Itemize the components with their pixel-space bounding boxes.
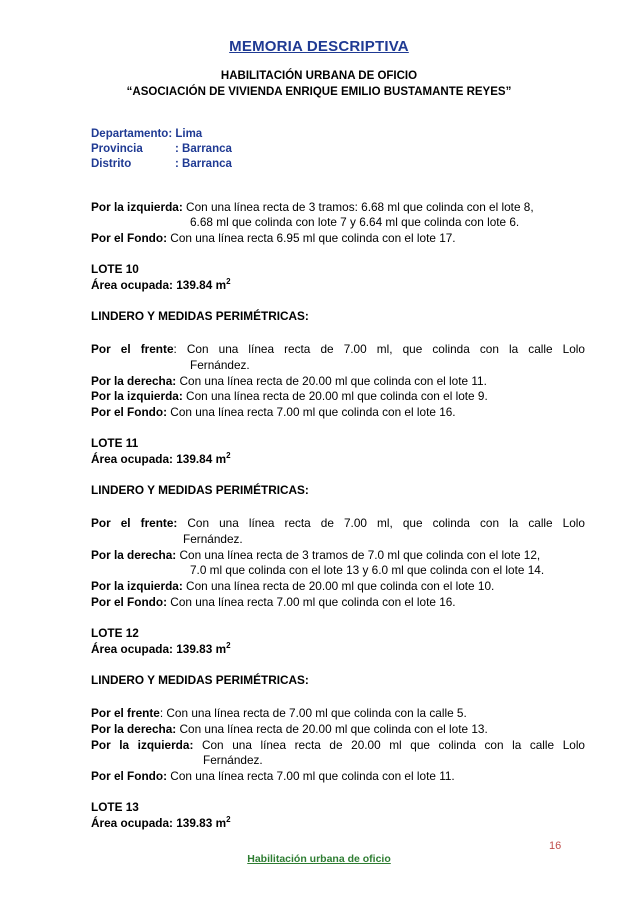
lote12-fondo-line <box>91 768 585 784</box>
lote12-area <box>91 641 231 656</box>
dist-label: Distrito <box>91 158 132 170</box>
location-provincia <box>91 143 232 155</box>
top-izq-label: Por la izquierda: <box>91 200 183 214</box>
lote10-derecha-line <box>91 373 585 389</box>
lote10-fondo-label: Por el Fondo: <box>91 405 168 419</box>
lote11-izq-text: Con una línea recta de 20.00 ml que colinda con el lote 10. <box>182 579 495 593</box>
top-fondo-label: Por el Fondo: <box>91 231 168 245</box>
lote10-der-label: Por la derecha: <box>91 374 177 388</box>
lote11-area <box>91 451 231 466</box>
lote11-frente-line <box>91 515 585 531</box>
lote12-title: LOTE 12 <box>91 626 139 640</box>
dep-value: : Lima <box>168 128 203 140</box>
lote11-derecha-cont: 7.0 ml que colinda con el lote 13 y 6.0 ml que colinda con el lote 14. <box>190 563 545 577</box>
lote12-izq-label: Por la izquierda: <box>91 738 194 752</box>
lote11-izq-label: Por la izquierda: <box>91 579 183 593</box>
lote12-area-text: Área ocupada: 139.83 m <box>91 641 227 656</box>
lote10-area-sup: 2 <box>226 277 231 286</box>
lote12-lindero: LINDERO Y MEDIDAS PERIMÉTRICAS: <box>91 673 309 687</box>
lote10-izq-text: Con una línea recta de 20.00 ml que colinda con el lote 9. <box>182 389 488 403</box>
top-fondo-text: Con una línea recta 6.95 ml que colinda con el lote 17. <box>167 231 456 245</box>
lote10-frente-text: : Con una línea recta de 7.00 ml, que colinda con la calle Lolo <box>173 342 585 356</box>
lote11-area-sup: 2 <box>226 451 231 460</box>
lote11-frente-cont: Fernández. <box>183 532 243 546</box>
lote11-frente-text: Con una línea recta de 7.00 ml, que colinda con la calle Lolo <box>177 516 585 530</box>
lote10-izquierda-line <box>91 388 585 404</box>
prov-value: : Barranca <box>175 143 232 155</box>
lote12-izquierda-cont: Fernández. <box>203 753 263 767</box>
lote11-area-text: Área ocupada: 139.84 m <box>91 451 227 466</box>
top-izquierda-line <box>91 199 585 215</box>
lote10-area-text: Área ocupada: 139.84 m <box>91 277 227 292</box>
lote11-der-text: Con una línea recta de 3 tramos de 7.0 ml que colinda con el lote 12, <box>176 548 541 562</box>
lote10-der-text: Con una línea recta de 20.00 ml que colinda con el lote 11. <box>176 374 487 388</box>
top-izq-text: Con una línea recta de 3 tramos: 6.68 ml que colinda con el lote 8, <box>182 200 534 214</box>
lote12-izquierda-line <box>91 737 585 753</box>
subtitle-habilitacion: HABILITACIÓN URBANA DE OFICIO <box>220 70 418 82</box>
lote13-area-sup: 2 <box>226 815 231 824</box>
subtitle-asociacion: “ASOCIACIÓN DE VIVIENDA ENRIQUE EMILIO BUSTAMANTE REYES” <box>126 86 512 98</box>
lote11-der-label: Por la derecha: <box>91 548 177 562</box>
page-number: 16 <box>549 840 562 852</box>
lote12-der-label: Por la derecha: <box>91 722 177 736</box>
page-title: MEMORIA DESCRIPTIVA <box>229 38 409 55</box>
lote10-fondo-text: Con una línea recta 7.00 ml que colinda con el lote 16. <box>167 405 456 419</box>
lote12-frente-text: : Con una línea recta de 7.00 ml que colinda con la calle 5. <box>159 706 467 720</box>
lote10-frente-line <box>91 341 585 357</box>
location-departamento <box>91 128 202 140</box>
lote12-frente-line <box>91 705 585 721</box>
lote10-area <box>91 277 231 292</box>
lote11-fondo-label: Por el Fondo: <box>91 595 168 609</box>
lote10-title: LOTE 10 <box>91 262 139 276</box>
lote10-izq-label: Por la izquierda: <box>91 389 183 403</box>
lote12-frente-label: Por el frente <box>91 706 160 720</box>
dep-label: Departamento <box>91 128 169 140</box>
lote12-derecha-line <box>91 721 585 737</box>
lote11-izquierda-line <box>91 578 585 594</box>
lote12-der-text: Con una línea recta de 20.00 ml que colinda con el lote 13. <box>176 722 488 736</box>
lote11-frente-label: Por el frente: <box>91 516 178 530</box>
footer-text: Habilitación urbana de oficio <box>247 853 391 865</box>
lote13-area-text: Área ocupada: 139.83 m <box>91 815 227 830</box>
lote12-area-sup: 2 <box>226 641 231 650</box>
lote12-izq-text: Con una línea recta de 20.00 ml que colinda con la calle Lolo <box>193 738 585 752</box>
lote10-frente-label: Por el frente <box>91 342 174 356</box>
lote11-title: LOTE 11 <box>91 436 139 450</box>
dist-value: : Barranca <box>175 158 232 170</box>
lote11-derecha-line <box>91 547 585 563</box>
lote10-frente-cont: Fernández. <box>190 358 250 372</box>
lote12-fondo-text: Con una línea recta 7.00 ml que colinda con el lote 11. <box>167 769 455 783</box>
lote11-fondo-line <box>91 594 585 610</box>
prov-label: Provincia <box>91 143 143 155</box>
lote13-area <box>91 815 231 830</box>
lote12-fondo-label: Por el Fondo: <box>91 769 168 783</box>
top-fondo-line <box>91 230 585 246</box>
lote13-title: LOTE 13 <box>91 800 139 814</box>
top-izquierda-cont: 6.68 ml que colinda con lote 7 y 6.64 ml que colinda con lote 6. <box>190 215 520 229</box>
lote11-fondo-text: Con una línea recta 7.00 ml que colinda con el lote 16. <box>167 595 456 609</box>
lote10-fondo-line <box>91 404 585 420</box>
lote10-lindero: LINDERO Y MEDIDAS PERIMÉTRICAS: <box>91 309 309 323</box>
lote11-lindero: LINDERO Y MEDIDAS PERIMÉTRICAS: <box>91 483 309 497</box>
location-distrito <box>91 158 232 170</box>
